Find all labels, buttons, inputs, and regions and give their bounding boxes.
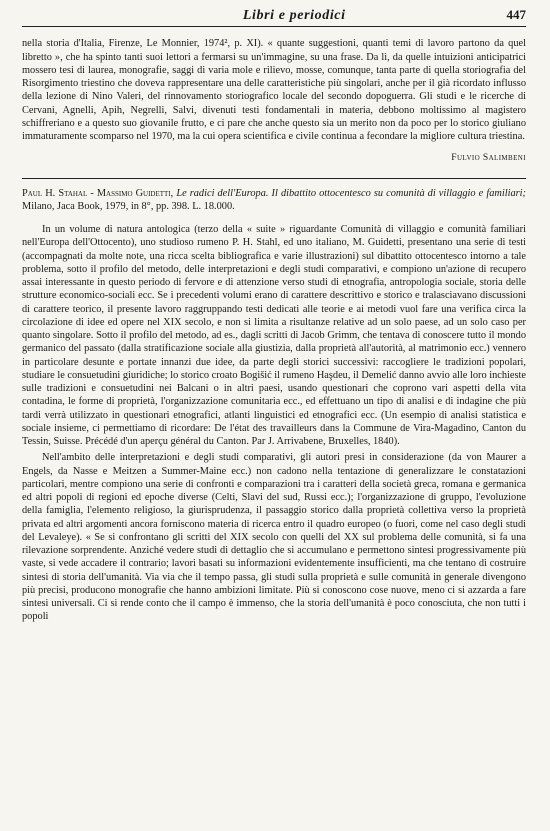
citation-book-title: Le radici dell'Europa. Il dibattito ottocentesco su comunità di villaggio e familiari; <box>176 187 526 199</box>
reviewer-name: Fulvio Salimbeni <box>451 153 526 164</box>
review-2-paragraph-2: Nell'ambito delle interpretazioni e degli studi comparativi, gli autori presi in considerazione (da von Maurer a Engels, da Nasse e Meitzen a Summer-Maine ecc.) non cadono nella tentazione di generalizzare le constatazioni particolari, mentre compiono una serie di confronti e comparazioni tra i caratteri della società greca, romana e germanica ed altri popoli di regioni ed epoche diverse (Celti, Slavi del sud, Russi ecc.); l'organizzazione di gruppo, l'evoluzione della famiglia, l'elemento religioso, la giurisprudenza, il passaggio storico dalla proprietà collettiva verso la proprietà privata ed altri argomenti ancora forniscono materia di ricerca entro il quadro europeo (o fuori, come nel caso degli studi del Levaleye). « Se si confrontano gli scritti del XIX secolo con quelli del XX sul problema delle comunità, si fa una rilevazione sorprendente. Anziché vedere studi di dettaglio che si accumulano e permettono sintesi progressivamente più vaste, si vede accadere il contrario; lavori basati su informazioni evidentemente insufficienti, ma che tentano di costruire sintesi di storia dell'umanità. Via via che il tempo passa, gli studi sulla proprietà e sulle comunità in generale divengono più precisi, producono monografie che hanno ambizioni limitate. Più si conoscono cose nuove, meno ci si azzarda a fare sintesi universali. Ci si rende conto che il campo è immenso, che la storia dell'umanità è poco conosciuta, che non tutti i popoli <box>22 452 526 623</box>
review-2-citation <box>22 187 526 214</box>
citation-authors: Paul H. Stahal - Massimo Guidetti, <box>22 187 174 199</box>
page-number: 447 <box>506 7 526 22</box>
review-1-closing-paragraph: nella storia d'Italia, Firenze, Le Monnier, 1974², p. XI). « quante suggestioni, quanti temi di lavoro partono da quel libretto », che ha spinto tanti suoi lettori a fermarsi su un'immagine, su una frase. Da lì, da quelle intuizioni anticipatrici mossero tesi di laurea, monografie, saggi di varia mole e rilievo, mosse, comunque, tanta parte di quella storiografia del Risorgimento triestino che doveva rappresentare una delle caratteristiche più singolari, anche per il già ricordato influsso della lezione di Nino Valeri, del rinnovamento storiografico locale del secondo dopoguerra. Gli studi e le ricerche di Cervani, Agnelli, Apih, Negrelli, Salvi, divenuti testi fondamentali in materia, debbono moltissimo al magistero schiffreriano e a questo suo giovanile frutto, e ci pare che anche questo sia un merito non da poco per lo storico giuliano immaturamente scomparso nel 1970, ma la cui opera scientifica e civile continua a fecondare la migliore cultura triestina. <box>22 38 526 142</box>
running-title: Libri e periodici <box>242 8 346 23</box>
section-divider <box>22 178 526 179</box>
review-2-paragraph-1: In un volume di natura antologica (terzo della « suite » riguardante Comunità di villaggio e comunità familiari nell'Europa dell'Ottocento), uno studioso rumeno P. H. Stahl, ed uno italiano, M. Guidetti, presentano una serie di testi (accompagnati da molte note, una ricca scelta bibliografica e varie illustrazioni) sul dibattito ottocentesco intorno a tale problema, sotto il profilo del metodo, delle interpretazioni e degli studi comparativi, e compiono un'azione di recupero assai interessante in questo periodo di fervore e di attenzione verso studi di etnografia, antropologia sociale, storia delle strutture economico-sociali ecc. Se i precedenti volumi erano di carattere descrittivo e storico e tralasciavano discussioni di carattere teorico, il presente lavoro raggruppando testi dedicati alle teorie e ai metodi vuol fare una verifica circa la circolazione di idee ed opere nel XIX secolo, e non si limita a risultanze relative ad un solo paese, ad un solo caso per quanto singolare. Sotto il profilo del metodo, ad es., dagli scritti di Jacob Grimm, che tentava di conoscere tutto il mondo germanico del passato (dalla stratificazione sociale alla giustizia, dalla proprietà all'autorità, al matrimonio ecc.) vennero in particolare desunte e portate innanzi due idee, da parte degli storici successivi: raccogliere le tradizioni popolari, studiare le consuetudini giuridiche; lo storico croato Bogišić il rumeno Haşdeu, il Demelić danno avvio alle loro inchieste sulle tradizioni e consuetudini nei Balcani o in altri paesi, usando questionari che coprono vari aspetti della vita contadina, le forme di proprietà, l'organizzazione comunitaria ecc., ed effettuano un tipo di analisi e di indagine che più tardi verrà utilizzato in questionari etnografici, atlanti linguistici ed etnografici ecc. (Un esempio di analisi statistica e sociale insieme, ci permettiamo di ricordare: De l'état des travailleurs dans la Commune de Vira-Magadino, Canton du Tessin, Suisse. Précédé d'un aperçu général du Canton. Par J. Arrivabene, Bruxelles, 1840). <box>22 224 526 447</box>
citation-publication-info: Milano, Jaca Book, 1979, in 8°, pp. 398. L. 18.000. <box>22 200 235 212</box>
reviewer-signature <box>22 152 526 165</box>
running-header <box>22 8 526 27</box>
